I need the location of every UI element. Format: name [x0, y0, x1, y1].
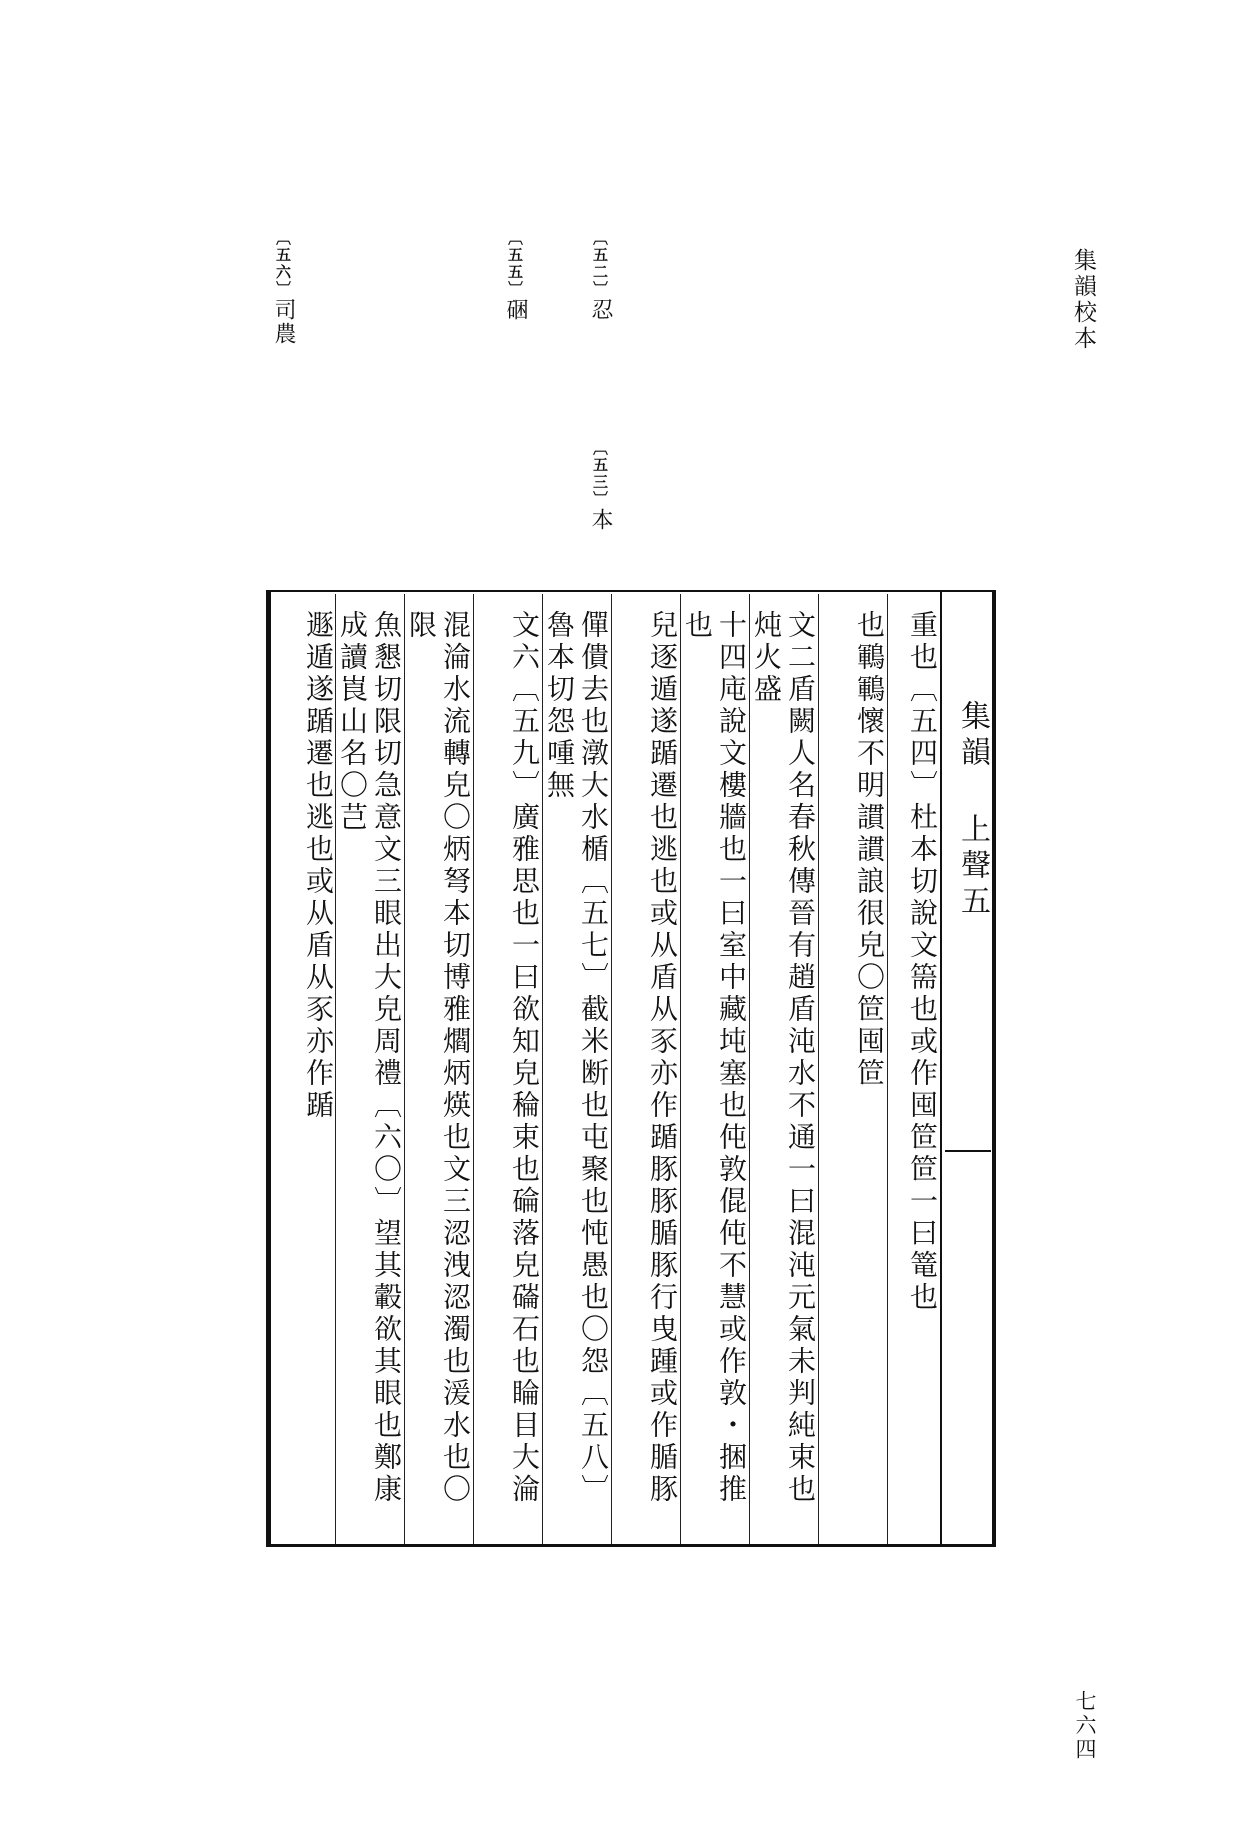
running-title: 集韻校本: [1070, 248, 1096, 352]
note-number: 五二: [591, 247, 609, 281]
banxin-text: 集韻 上聲五: [955, 700, 990, 921]
column-rule: [680, 594, 681, 1544]
text-column: 也鶤鶤懷不明謴謴誏很皃〇笸囤笸: [853, 610, 886, 1090]
note-text: 本: [588, 508, 613, 532]
note-number: 五五: [506, 247, 524, 281]
text-column: 兒逐遁遂踲遷也逃也或从盾从豕亦作踲豚豚腯豚行曳踵或作腯豚: [646, 610, 679, 1506]
note-number: 五三: [591, 457, 609, 491]
column-rule: [887, 594, 888, 1544]
text-column: 文六〔五九〕廣雅思也一曰欲知皃稐束也碖落皃磮石也睔目大淪: [508, 610, 541, 1506]
note-text: 硱: [503, 298, 528, 322]
collation-note: 〔五二〕忍: [588, 230, 613, 322]
text-column: 重也〔五四〕杜本切說文篅也或作囤笸笸一曰篭也: [906, 610, 939, 1314]
text-column: 混淪水流轉皃〇炳弩本切博雅爓炳煐也文三涊洩涊濁也湲水也〇限: [405, 610, 472, 1506]
text-column: 十四庉說文樓牆也一曰室中藏坉塞也伅敦倱伅不慧或作敦・捆推也: [681, 610, 748, 1506]
text-column: 遯遁遂踲遷也逃也或从盾从豕亦作踲: [302, 610, 335, 1122]
column-rule: [473, 594, 474, 1544]
collation-note: 〔五五〕硱: [503, 230, 528, 322]
page-number: 七六四: [1073, 1690, 1097, 1762]
column-rule: [818, 594, 819, 1544]
note-text: 忍: [588, 298, 613, 322]
collation-note: 〔五三〕本: [588, 440, 613, 532]
text-column: 文二盾闕人名春秋傳晉有趙盾沌水不通一曰混沌元氣未判純束也炖火盛: [750, 610, 817, 1506]
column-rule: [404, 594, 405, 1544]
collation-note: 〔五六〕司農: [271, 230, 296, 346]
text-column: 僤僓去也潡大水楯〔五七〕截米断也屯聚也忳愚也〇怨〔五八〕魯本切怨喠無: [543, 610, 610, 1506]
fishtail-mark: [945, 1150, 991, 1162]
column-rule: [611, 594, 612, 1544]
note-number: 五六: [274, 247, 292, 281]
text-column: 魚懇切限切急意文三眼出大皃周禮〔六〇〕望其轂欲其眼也鄭康成讀崀山名〇芑: [336, 610, 403, 1506]
column-rule: [749, 594, 750, 1544]
note-text: 司農: [271, 298, 296, 346]
